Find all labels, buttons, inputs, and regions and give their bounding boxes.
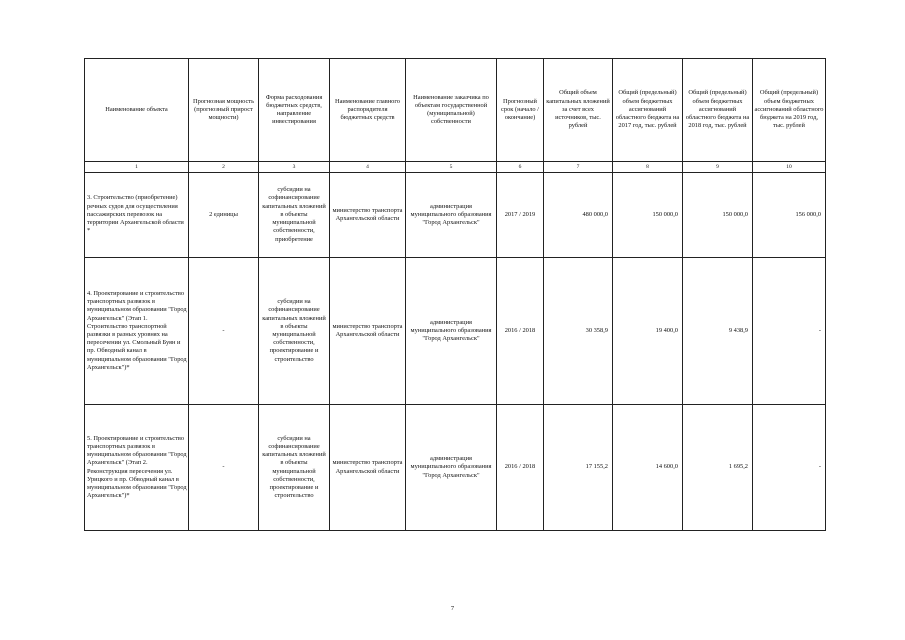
funding-form-cell: субсидии на софинансирование капитальных вложений в объекты муниципальной собственности, приобретение	[259, 173, 330, 258]
header-cell: Прогнозная мощность (прогнозный прирост мощности)	[189, 59, 259, 162]
column-number: 10	[753, 162, 826, 173]
y2017-cell: 19 400,0	[613, 258, 683, 405]
customer-cell: администрация муниципального образования "Город Архангельск"	[406, 173, 497, 258]
column-number: 1	[85, 162, 189, 173]
y2017-cell: 150 000,0	[613, 173, 683, 258]
column-number: 9	[683, 162, 753, 173]
total-cell: 480 000,0	[544, 173, 613, 258]
y2018-cell: 1 695,2	[683, 405, 753, 531]
header-cell: Наименование главного распорядителя бюджетных средств	[330, 59, 406, 162]
header-cell: Общий (предельный) объем бюджетных ассигнований областного бюджета на 2018 год, тыс. рублей	[683, 59, 753, 162]
total-cell: 30 358,9	[544, 258, 613, 405]
y2017-cell: 14 600,0	[613, 405, 683, 531]
total-cell: 17 155,2	[544, 405, 613, 531]
manager-cell: министерство транспорта Архангельской области	[330, 405, 406, 531]
table-row	[85, 173, 826, 258]
page-number: 7	[450, 605, 455, 612]
header-cell: Общий (предельный) объем бюджетных ассигнований областного бюджета на 2019 год, тыс. рублей	[753, 59, 826, 162]
customer-cell: администрация муниципального образования "Город Архангельск"	[406, 405, 497, 531]
table-header-row	[85, 59, 826, 162]
column-number-row	[85, 162, 826, 173]
object-name-cell: 5. Проектирование и строительство транспортных развязок в муниципальном образовании "Город Архангельск" (Этап 2. Реконструкция пересечения ул. Урицкого и пр. Обводный канал в муниципальном образовании "Город Архангельск")*	[85, 405, 189, 531]
funding-form-cell: субсидии на софинансирование капитальных вложений в объекты муниципальной собственности, проектирование и строительство	[259, 258, 330, 405]
object-name-cell: 4. Проектирование и строительство транспортных развязок в муниципальном образовании "Город Архангельск" (Этап 1. Строительство транспортной развязки в разных уровнях на пересечении ул. Смольный Буян и пр. Обводный канал в муниципальном образовании "Город Архангельск")*	[85, 258, 189, 405]
column-number: 5	[406, 162, 497, 173]
term-cell: 2016 / 2018	[497, 405, 544, 531]
column-number: 2	[189, 162, 259, 173]
y2019-cell: 156 000,0	[753, 173, 826, 258]
term-cell: 2016 / 2018	[497, 258, 544, 405]
investment-objects-table	[84, 58, 826, 531]
header-cell: Наименование заказчика по объектам государственной (муниципальной) собственности	[406, 59, 497, 162]
y2018-cell: 150 000,0	[683, 173, 753, 258]
capacity-cell: -	[189, 258, 259, 405]
funding-form-cell: субсидии на софинансирование капитальных вложений в объекты муниципальной собственности, проектирование и строительство	[259, 405, 330, 531]
object-name-cell: 3. Строительство (приобретение) речных судов для осуществления пассажирских перевозок на территории Архангельской области *	[85, 173, 189, 258]
manager-cell: министерство транспорта Архангельской области	[330, 173, 406, 258]
y2018-cell: 9 438,9	[683, 258, 753, 405]
column-number: 8	[613, 162, 683, 173]
column-number: 3	[259, 162, 330, 173]
column-number: 6	[497, 162, 544, 173]
manager-cell: министерство транспорта Архангельской области	[330, 258, 406, 405]
column-number: 4	[330, 162, 406, 173]
capacity-cell: -	[189, 405, 259, 531]
header-cell: Наименование объекта	[85, 59, 189, 162]
header-cell: Форма расходования бюджетных средств, направление инвестирования	[259, 59, 330, 162]
table-row	[85, 258, 826, 405]
capacity-cell: 2 единицы	[189, 173, 259, 258]
customer-cell: администрация муниципального образования "Город Архангельск"	[406, 258, 497, 405]
y2019-cell: -	[753, 405, 826, 531]
term-cell: 2017 / 2019	[497, 173, 544, 258]
header-cell: Прогнозный срок (начало / окончание)	[497, 59, 544, 162]
y2019-cell: -	[753, 258, 826, 405]
header-cell: Общий объем капитальных вложений за счет всех источников, тыс. рублей	[544, 59, 613, 162]
column-number: 7	[544, 162, 613, 173]
table-row	[85, 405, 826, 531]
header-cell: Общий (предельный) объем бюджетных ассигнований областного бюджета на 2017 год, тыс. рублей	[613, 59, 683, 162]
